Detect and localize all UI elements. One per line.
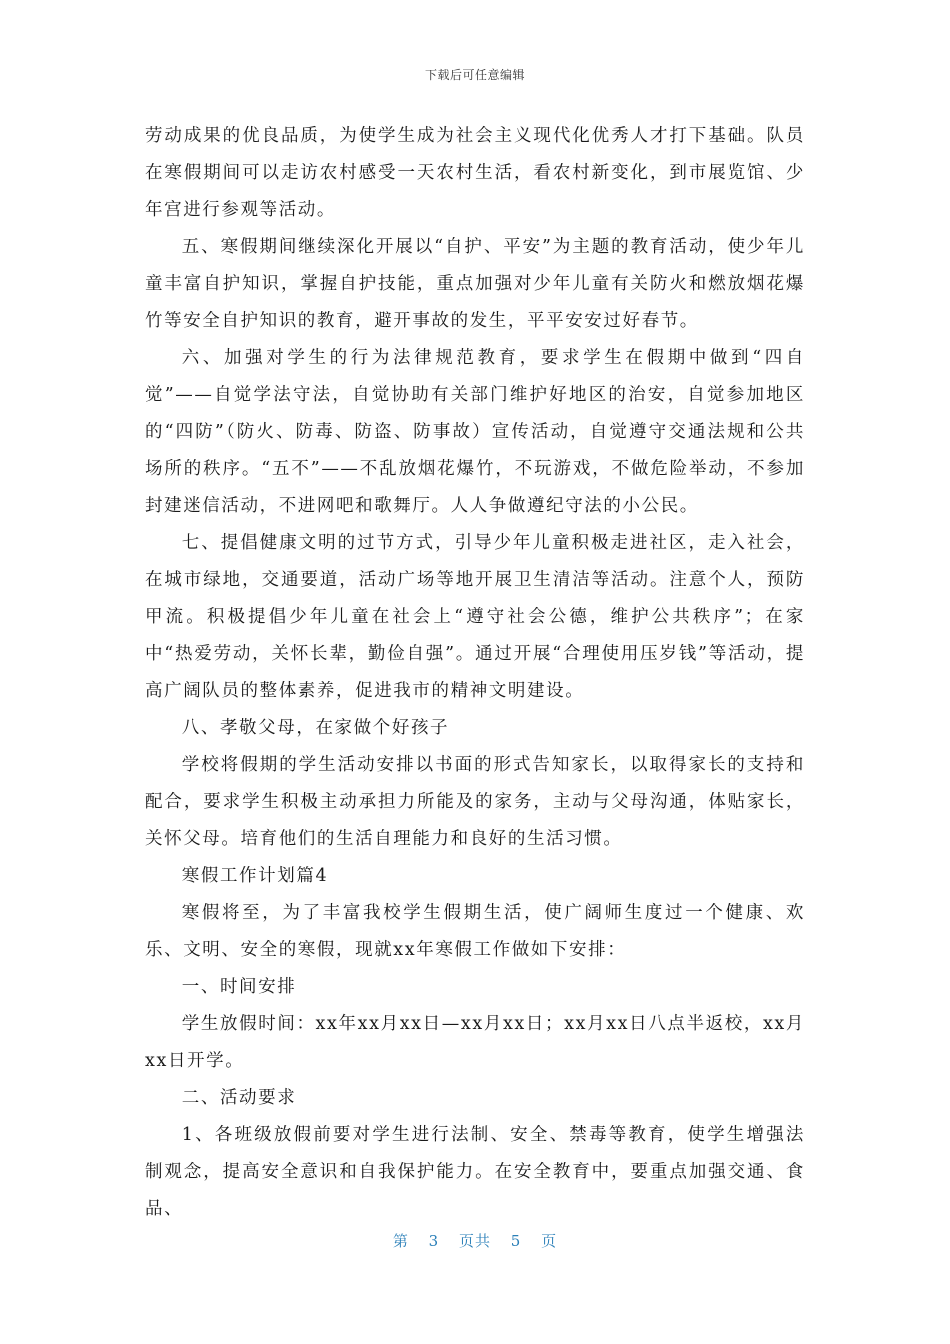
paragraph-6: 学校将假期的学生活动安排以书面的形式告知家长，以取得家长的支持和配合，要求学生积极主动承担力所能及的家务，主动与父母沟通，体贴家长，关怀父母。培育他们的生活自理能力和良好的生活习惯。 [145,755,805,849]
paragraph-3: 六、加强对学生的行为法律规范教育，要求学生在假期中做到“四自觉”——自觉学法守法，自觉协助有关部门维护好地区的治安，自觉参加地区的“四防”（防火、防毒、防盗、防事故）宣传活动，自觉遵守交通法规和公共场所的秩序。“五不”——不乱放烟花爆竹，不玩游戏，不做危险举动，不参加封建迷信活动，不进网吧和歌舞厅。人人争做遵纪守法的小公民。 [145,348,805,516]
section-heading: 寒假工作计划篇4 [181,866,329,886]
page-header: 下载后可任意编辑 [424,68,525,82]
paragraph-2: 五、寒假期间继续深化开展以“自护、平安”为主题的教育活动，使少年儿童丰富自护知识，掌握自护技能，重点加强对少年儿童有关防火和燃放烟花爆竹等安全自护知识的教育，避开事故的发生，平平安安过好春节。 [145,237,805,331]
paragraph-8: 寒假将至，为了丰富我校学生假期生活，使广阔师生度过一个健康、欢乐、文明、安全的寒假，现就xx年寒假工作做如下安排： [145,903,805,960]
paragraph-1: 劳动成果的优良品质，为使学生成为社会主义现代化优秀人才打下基础。队员在寒假期间可以走访农村感受一天农村生活，看农村新变化，到市展览馆、少年宫进行参观等活动。 [145,126,805,220]
paragraph-11: 二、活动要求 [181,1088,297,1108]
footer-prefix: 第 [392,1232,409,1250]
footer-suffix: 页 [541,1232,558,1250]
footer-page-number: 3 [428,1232,440,1250]
footer-total-pages: 5 [510,1232,522,1250]
document-body [145,118,805,1228]
paragraph-4: 七、提倡健康文明的过节方式，引导少年儿童积极走进社区，走入社会，在城市绿地，交通要道，活动广场等地开展卫生清洁等活动。注意个人，预防甲流。积极提倡少年儿童在社会上“遵守社会公德，维护公共秩序”；在家中“热爱劳动，关怀长辈，勤俭自强”。通过开展“合理使用压岁钱”等活动，提高广阔队员的整体素养，促进我市的精神文明建设。 [145,533,805,701]
paragraph-5: 八、孝敬父母，在家做个好孩子 [181,718,450,738]
paragraph-9: 一、时间安排 [181,977,297,997]
page-footer [0,1230,950,1251]
footer-middle: 页共 [458,1232,491,1250]
paragraph-10: 学生放假时间：xx年xx月xx日—xx月xx日；xx月xx日八点半返校，xx月xx日开学。 [145,1014,805,1071]
paragraph-12: 1、各班级放假前要对学生进行法制、安全、禁毒等教育，使学生增强法制观念，提高安全意识和自我保护能力。在安全教育中，要重点加强交通、食品、 [145,1125,805,1219]
